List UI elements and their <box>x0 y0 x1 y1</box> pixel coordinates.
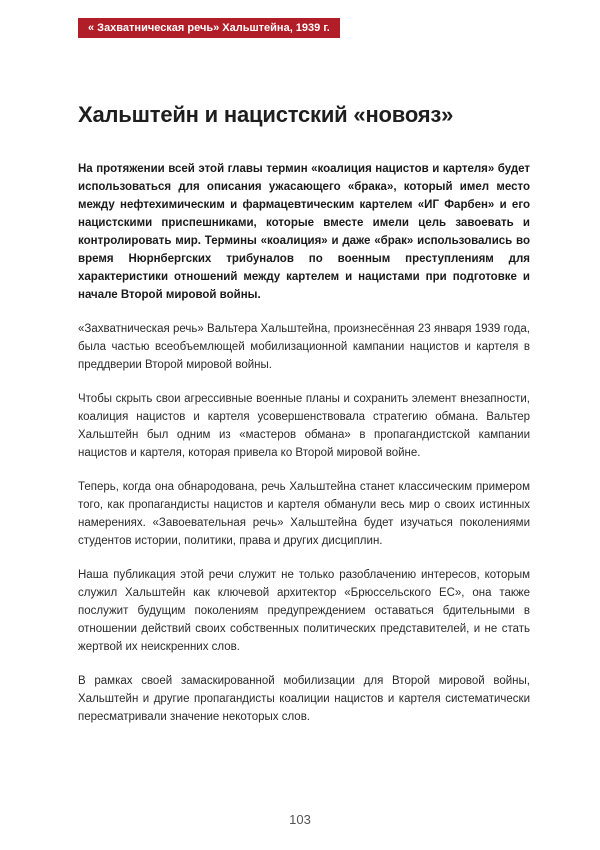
chapter-title: Хальштейн и нацистский «новояз» <box>78 102 454 127</box>
body-paragraph: Наша публикация этой речи служит не только разоблачению интересов, которым служил Хальштейн как ключевой архитектор «Брюссельского ЕС», она также послужит будущим поколениям предупреждением оставаться бдительными в отношении действий своих собственных политических представителей, и не стать жертвой их неискренних слов. <box>78 569 530 653</box>
running-header: « Захватническая речь» Хальштейна, 1939 г. <box>78 18 340 38</box>
page-number: 103 <box>289 812 311 827</box>
body-paragraph: Теперь, когда она обнародована, речь Хальштейна станет классическим примером того, как пропагандисты нацистов и картеля обманули весь мир о своих истинных намерениях. «Завоевательная речь» Хальштейна будет изучаться поколениями студентов истории, политики, права и других дисциплин. <box>78 481 530 547</box>
lead-paragraph: На протяжении всей этой главы термин «коалиция нацистов и картеля» будет использоваться для описания ужасающего «брака», который имел место между нефтехимическим и фармацевтическим картелем «ИГ Фарбен» и его нацистскими приспешниками, которые вместе имели цель завоевать и контролировать мир. Термины «коалиция» и даже «брак» использовались во время Нюрнбергских трибуналов по военным преступлениям для характеристики отношений между картелем и нацистами при подготовке и начале Второй мировой войны. <box>78 163 530 301</box>
body-paragraph: «Захватническая речь» Вальтера Хальштейна, произнесённая 23 января 1939 года, была частью всеобъемлющей мобилизационной кампании нацистов и картеля в преддверии Второй мировой войны. <box>78 323 530 371</box>
body-paragraph: Чтобы скрыть свои агрессивные военные планы и сохранить элемент внезапности, коалиция нацистов и картеля усовершенствовала стратегию обмана. Вальтер Хальштейн был одним из «мастеров обмана» в пропагандистской кампании нацистов и картеля, которая привела ко Второй мировой войне. <box>78 393 530 459</box>
page-body <box>78 160 530 742</box>
body-paragraph: В рамках своей замаскированной мобилизации для Второй мировой войны, Хальштейн и другие пропагандисты коалиции нацистов и картеля систематически пересматривали значение некоторых слов. <box>78 675 530 723</box>
